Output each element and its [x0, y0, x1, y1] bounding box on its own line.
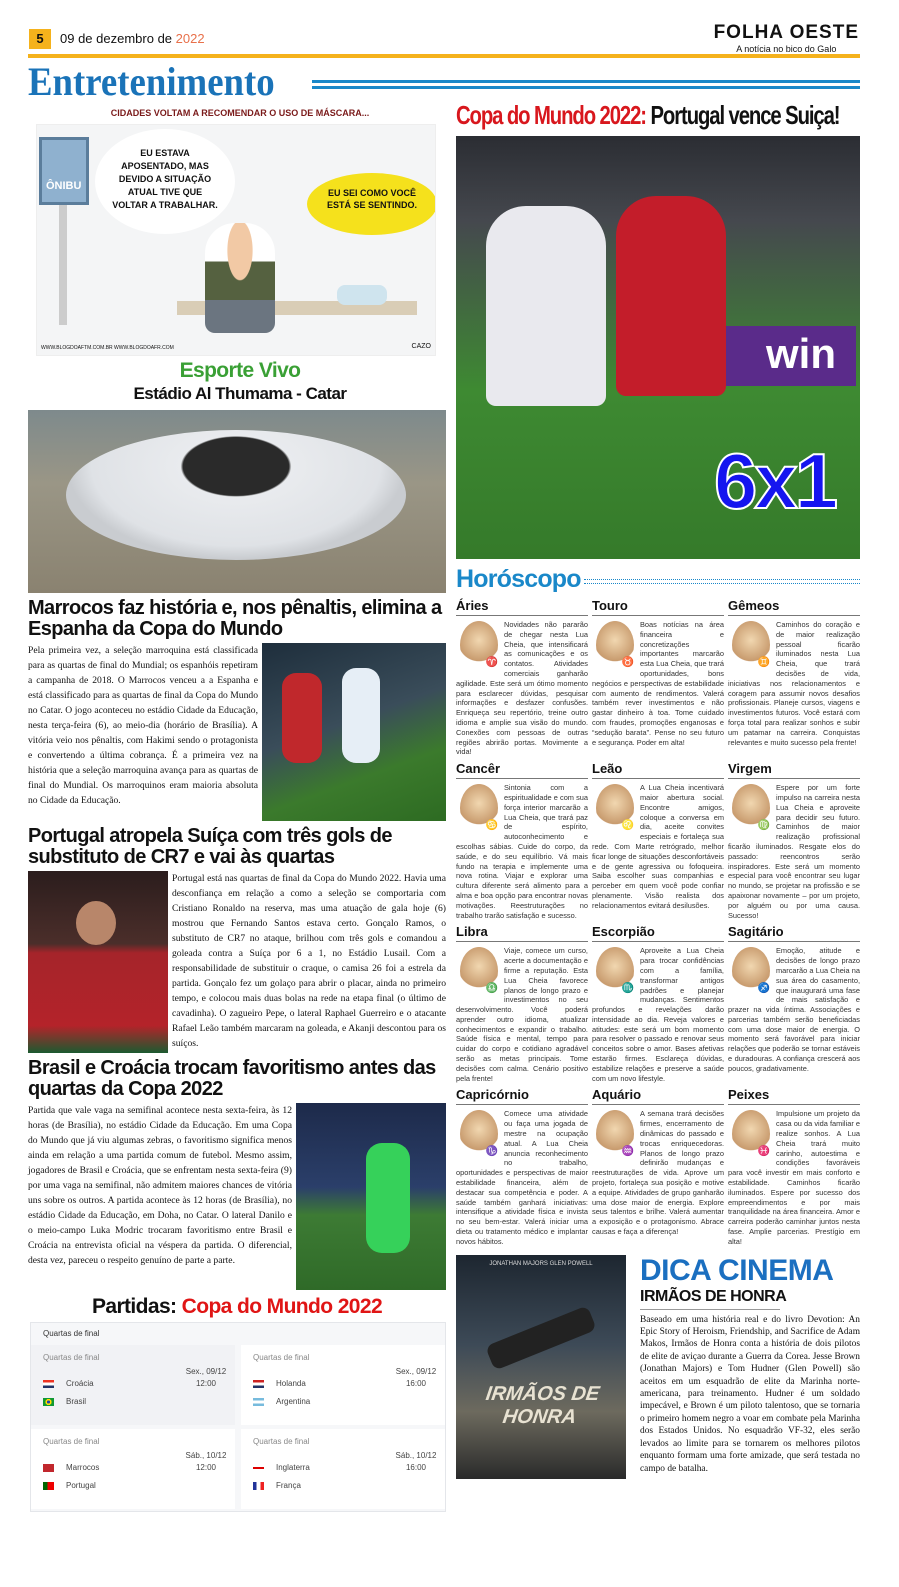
- sign-name: Touro: [592, 598, 724, 616]
- horoscope-sign: [592, 924, 724, 1083]
- match-time: 12:00: [195, 1379, 217, 1388]
- article-body: Portugal está nas quartas de final da Copa do Mundo 2022. Havia uma desconfiança em relação a como a seleção se comportaria com Cristiano Ronaldo na reserva, mas uma atuação de gala hoje (6) mostrou que Fernando Santos estava certo. Gonçalo Ramos, o substituto de CR7 no ataque, brilhou com três gols e comandou a goleada contra a Suíça por 6 a 1, no Estádio Lusail. Com a responsabilidade de substituir o craque, o camisa 26 foi a estrela da partida. Gonçalo fez um golaço para abrir o placar, ainda no primeiro tempo, e colocou mais duas bolas na rede na etapa final (o último de cavadinha). O zagueiro Pepe, o lateral Raphael Guerreiro e o atacante Rafael Leão também marcaram na goleada, e Akanji descontou para os suíços.: [172, 873, 446, 1049]
- cartoon-title: CIDADES VOLTAM A RECOMENDAR O USO DE MÁSCARA...: [110, 108, 370, 118]
- article-headline: Marrocos faz história e, nos pênaltis, elimina a Espanha da Copa do Mundo: [28, 597, 442, 640]
- cartoon-credits: WWW.BLOGDOAFTM.COM.BR WWW.BLOGDOAFR.COM: [41, 345, 174, 351]
- horoscope-rule: [584, 579, 860, 584]
- zodiac-icon: ♓: [732, 1110, 770, 1158]
- sign-text: A Lua Cheia incentivará maior abertura social. Encontre amigos, coloque a conversa em dia, aceite convites especiais e fortaleça sua rede. Com Marte retrógrado, melhor ficar longe de situações desconfortáveis e de gente agressiva ou fofoqueira. Saiba escolher suas companhias e perceber em quem você pode confiar plenamente. Visão realista dos relacionamentos evitará desilusões.: [592, 783, 724, 910]
- article-body: Pela primeira vez, a seleção marroquina está classificada para as quartas de final do Mundial; os espanhóis repetiram a campanha de 2018. O Marrocos venceu a a Espanha e está classificado para as quartas de final da Copa do Mundo no Catar. O jogo aconteceu no estádio Cidade da Educação, nesta terça-feira (6), ao meio-dia (horário de Brasília). A vitória veio nos pênaltis, com Hakimi sendo o protagonista e convertendo a última cobrança. É a primeira vez na história que a seleção marroquina avança para as quartas de final do Mundial. Os marroquinos eram maioria absoluta no Cidade da Educação.: [28, 645, 258, 806]
- horoscope-grid: [456, 598, 860, 1247]
- brand-slogan: A notícia no bico do Galo: [736, 44, 837, 54]
- partidas-title-b: Copa do Mundo 2022: [181, 1295, 383, 1318]
- section-title: Entretenimento: [28, 59, 275, 104]
- morocco-spain-photo: [262, 643, 446, 821]
- sign-text: Impulsione um projeto da casa ou da vida familiar e realize sonhos. A Lua Cheia trará muito carinho, autoestima e condições favoráveis para você investir em mais conforto e estabilidade. Caminhos ficarão iluminados. Espere por sucesso dos empreendimentos e por mais tranquilidade na área financeira. Amor e carreira poderão caminhar juntos nesta fase. Amplie parcerias. Prestígio em alta!: [728, 1109, 860, 1246]
- horoscope-sign: [456, 761, 588, 920]
- article-headline: Portugal atropela Suíça com três gols de substituto de CR7 e vai às quartas: [28, 825, 392, 868]
- sign-text: Boas notícias na área financeira e concretizações importantes marcarão esta Lua Cheia, que trará oportunidades, bons negócios e perspectivas de estabilidade com aumento de rendimentos. Valerá também rever investimentos e não gastar dinheiro à toa. Tome cuidado com fraudes, promoções enganosas e “sedução barata”. Pense no seu futuro e segurança. Poder em alta!: [592, 620, 724, 747]
- speech-bubble-mask: EU SEI COMO VOCÊ ESTÁ SE SENTINDO.: [307, 173, 436, 235]
- sign-text: Caminhos do coração e de maior realização pessoal ficarão iluminados nesta Lua Cheia, que trará decisões de vida, iniciativas nos relacionamentos e coragem para assumir novos desafios profissionais. Planeje cursos, viagens e investimentos futuros. Você estará com força total para realizar sonhos e subir um patamar na carreira. Conquistas relevantes e muito sucesso pela frente!: [728, 620, 860, 747]
- match-card[interactable]: [31, 1429, 235, 1509]
- sign-text: Emoção, atitude e decisões de longo prazo marcarão a Lua Cheia na sua área do casamento, que inaugurará uma fase de mais satisfação e prazer na vida íntima. Associações e parcerias também serão beneficiadas com uma dose maior de energia. O momento será favorável para iniciar relações que poderão se tornar estáveis e duradouras. A confiança crescerá aos poucos, gradativamente.: [728, 946, 860, 1073]
- portugal-player: [616, 196, 726, 396]
- flag-icon: [43, 1464, 54, 1472]
- flag-icon: [43, 1398, 54, 1406]
- date-text: 09 de dezembro de: [60, 31, 176, 46]
- copa-headline-b: Portugal vence Suiça!: [645, 100, 840, 130]
- zodiac-icon: ♋: [460, 784, 498, 832]
- speech-bubble: EU ESTAVA APOSENTADO, MAS DEVIDO A SITUAÇÃO ATUAL TIVE QUE VOLTAR A TRABALHAR.: [95, 129, 235, 234]
- match-card[interactable]: [241, 1345, 445, 1425]
- match-card[interactable]: [31, 1345, 235, 1425]
- team-name: Argentina: [276, 1397, 311, 1406]
- sign-text: Aproveite a Lua Cheia para trocar confidências com a família, transformar antigos padrões e planejar mudanças. Sentimentos profundos e revelações darão intensidade ao dia. Reveja valores e atitudes: este será um bom momento para resolver o passado e renovar seus conceitos sobre o amor. Bases afetivas estarão firmes. Esclareça dúvidas, estabilize relações e preserve a saúde com um novo lifestyle.: [592, 946, 724, 1083]
- poster-actors: JONATHAN MAJORS GLEN POWELL: [489, 1260, 593, 1267]
- copa-headline: [456, 100, 839, 131]
- esporte-kicker: Esporte Vivo: [179, 359, 301, 382]
- team-name: Inglaterra: [276, 1463, 310, 1472]
- croatia-photo: [296, 1103, 446, 1290]
- sign-text: Viaje, comece um curso, acerte a documentação e firme a reputação. Esta Lua Cheia favorece planos de longo prazo e investimentos no seu desenvolvimento. Você poderá aprender outro idioma, atualizar conhecimentos e expandir o trabalho. Saúde física e mental, tempo para cuidar do corpo e cotidiano agradável serão as metas principais. Tome decisões com calma. Cenário positivo pela frente!: [456, 946, 588, 1083]
- goncalo-ramos-photo: [28, 871, 168, 1053]
- sign-name: Libra: [456, 924, 588, 942]
- horoscope-sign: [456, 924, 588, 1083]
- match-date: Sáb., 10/12: [185, 1451, 227, 1460]
- right-column: [456, 598, 860, 1479]
- horoscope-sign: [592, 761, 724, 920]
- match-date: Sex., 09/12: [395, 1367, 437, 1376]
- horoscope-sign: [592, 598, 724, 757]
- match-stage: Quartas de final: [253, 1437, 310, 1446]
- esporte-title: Estádio Al Thumama - Catar: [133, 384, 347, 403]
- match-team-away: [253, 1397, 310, 1406]
- horoscope-sign: [728, 761, 860, 920]
- zodiac-icon: ♈: [460, 621, 498, 669]
- sign-name: Cancêr: [456, 761, 588, 779]
- brand-name: FOLHA OESTE: [713, 22, 859, 43]
- partidas-title-a: Partidas:: [91, 1295, 182, 1318]
- horoscope-sign: [728, 1087, 860, 1246]
- horoscope-sign: [728, 598, 860, 757]
- airplane-shape: [485, 1305, 597, 1370]
- horoscope-sign: [592, 1087, 724, 1246]
- section-rule: [312, 80, 860, 89]
- flag-icon: [253, 1398, 264, 1406]
- sign-name: Capricórnio: [456, 1087, 588, 1105]
- horoscope-sign: [456, 598, 588, 757]
- match-team-home: [253, 1463, 310, 1472]
- team-name: França: [276, 1481, 301, 1490]
- match-time: 12:00: [195, 1463, 217, 1472]
- zodiac-icon: ♎: [460, 947, 498, 995]
- sign-name: Leão: [592, 761, 724, 779]
- match-time: 16:00: [405, 1379, 427, 1388]
- sign-text: Espere por um forte impulso na carreira nesta Lua Cheia e aproveite para decidir seu futuro. Caminhos de maior realização profissional ficarão iluminados. Resgate elos do passado: reencontros serão inspiradores. Este será um momento especial para você encontrar seu lugar no mundo, se projetar na profissão e se apaixonar novamente – por um projeto, por alguém ou por uma causa. Sucesso!: [728, 783, 860, 920]
- flag-icon: [253, 1464, 264, 1472]
- team-name: Marrocos: [66, 1463, 100, 1472]
- match-time: 16:00: [405, 1463, 427, 1472]
- portugal-switzerland-photo: [456, 136, 860, 559]
- team-name: Croácia: [66, 1379, 94, 1388]
- player-head: [76, 901, 116, 945]
- score-overlay: 6x1: [714, 437, 836, 525]
- article: [28, 598, 446, 821]
- article: [28, 826, 446, 1053]
- article-body: Partida que vale vaga na semifinal acontece nesta sexta-feira, às 12 horas (de Brasília), no estádio Cidade da Educação. Em uma Copa do Mundo que já viu algumas zebras, o favoritismo significa menos ainda em relação a uma partida comum de futebol. Mesmo assim, jogadores de Brasil e Croácia, que se enfrentam nesta sexta-feira (9) por uma vaga na semifinal, não admitem maiores chances de vitória uns sobre os outros. A partida acontece às 12 horas (de Brasília), no estádio Cidade da Educação, em Doha, no Catar. O lateral Danilo e o meio-campo Luka Modric trocaram favoritismo entre Brasil e Croácia na entrevista oficial na véspera da partida. O diferencial, desta vez, pareceu o respeito genuíno de parte a parte.: [28, 1105, 292, 1266]
- match-team-home: [253, 1379, 306, 1388]
- old-man-figure: [205, 223, 275, 333]
- match-stage: Quartas de final: [43, 1353, 100, 1362]
- match-team-home: [43, 1379, 94, 1388]
- match-stage: Quartas de final: [43, 1437, 100, 1446]
- matches-table: [30, 1322, 446, 1512]
- match-card[interactable]: [241, 1429, 445, 1509]
- cinema-text: [640, 1255, 860, 1479]
- stadium-photo: [28, 410, 446, 593]
- sign-text: Sintonia com a espiritualidade e com sua força interior marcarão a Lua Cheia, que trará paz de espírito, autoconhecimento e escolhas sábias. Cuide do corpo, da saúde, e do seu equilíbrio. Vá mais fundo na terapia e implemente uma nova rotina. Viajar e explorar uma cultura diferente será alimento para a alma e boa opção para encontrar novas motivações. Reestruturações no trabalho trarão satisfação e sucesso.: [456, 783, 588, 920]
- zodiac-icon: ♍: [732, 784, 770, 832]
- page-number: 5: [29, 29, 51, 49]
- zodiac-icon: ♒: [596, 1110, 634, 1158]
- horoscope-sign: [456, 1087, 588, 1246]
- ad-board-text: win: [766, 330, 836, 377]
- matches-header: Quartas de final: [43, 1329, 100, 1338]
- cinema-title: IRMÃOS DE HONRA: [640, 1287, 787, 1305]
- flag-icon: [43, 1482, 54, 1490]
- spain-player: [342, 668, 380, 763]
- copa-headline-a: Copa do Mundo 2022:: [456, 100, 646, 130]
- match-team-home: [43, 1463, 99, 1472]
- match-stage: Quartas de final: [253, 1353, 310, 1362]
- stadium-structure: [66, 430, 406, 560]
- flag-icon: [43, 1380, 54, 1388]
- flag-icon: [253, 1380, 264, 1388]
- goalkeeper-figure: [366, 1143, 410, 1253]
- sign-text: A semana trará decisões firmes, encerramento de dinâmicas do passado e trocas enriquecedoras. Planos de longo prazo definirão mudanças e reestruturações de vida. Aprove um projeto, fortaleça sua posição e motive a equipe. Atividades de grupo ganharão uma dose maior de energia. Explore seus talentos e brilhe. Valerá aumentar a exposição e o protagonismo. Abrace causas e faça a diferença!: [592, 1109, 724, 1237]
- poster-title: IRMÃOS DE HONRA: [484, 1382, 601, 1428]
- match-date: Sex., 09/12: [185, 1367, 227, 1376]
- partidas-title: [28, 1295, 446, 1319]
- cartoon-image: [36, 124, 436, 356]
- cinema-rule: [640, 1309, 780, 1310]
- sign-text: Novidades não pararão de chegar nesta Lua Cheia, que intensificará as comunicações e os contatos. Atividades comerciais ganharão agilidade. Este será um ótimo momento para esclarecer dúvidas, pesquisar informações e desfazer confusões. Enriqueça seu repertório, treine outro idioma e amplie sua visão do mundo. Conexões com pessoas de outras regiões abrirão portas. Movimente a vida!: [456, 620, 588, 757]
- bus-sign: [39, 137, 89, 205]
- sign-name: Aquário: [592, 1087, 724, 1105]
- sign-name: Áries: [456, 598, 588, 616]
- article-headline: Brasil e Croácia trocam favoritismo antes das quartas da Copa 2022: [28, 1057, 436, 1100]
- movie-poster: [456, 1255, 626, 1479]
- sign-name: Virgem: [728, 761, 860, 779]
- zodiac-icon: ♊: [732, 621, 770, 669]
- sign-name: Escorpião: [592, 924, 724, 942]
- horoscope-sign: [728, 924, 860, 1083]
- mask: [337, 285, 387, 305]
- team-name: Brasil: [66, 1397, 87, 1406]
- cinema-section: [456, 1255, 860, 1479]
- zodiac-icon: ♌: [596, 784, 634, 832]
- team-name: Holanda: [276, 1379, 306, 1388]
- zodiac-icon: ♉: [596, 621, 634, 669]
- bus-sign-text: ÔNIBU: [46, 180, 82, 192]
- zodiac-icon: ♏: [596, 947, 634, 995]
- date-year: 2022: [175, 31, 205, 46]
- left-column: [28, 598, 446, 1512]
- sign-name: Sagitário: [728, 924, 860, 942]
- sign-text: Comece uma atividade ou faça uma jogada de mestre na ocupação atual. A Lua Cheia anuncia reconhecimento no trabalho, oportunidades e perspectivas de maior estabilidade financeira, além de destacar sua competência e poder. A saúde também ganhará iniciativas: intensifique a atividade física e invista no seu bem-estar. Valerá iniciar uma dieta ou tratamento médico e implantar novos hábitos.: [456, 1109, 588, 1246]
- zodiac-icon: ♐: [732, 947, 770, 995]
- issue-date: [60, 31, 205, 46]
- cinema-body: Baseado em uma história real e do livro Devotion: An Epic Story of Heroism, Friendship, and Sacrifice de Adam Makos, Irmãos de Honra conta a história de dois pilotos de elite de aviçao durante a Guerra da Corea. Jesse Brown (Jonathan Majors) e Tom Hudner (Glen Powell) são aceitos em um esquadrão de elite da Marinha norte-americana, para treinamento. Hudner é um soldado impecável, e Brown é um piloto talentoso, que se tornaria o primeiro homem negro a voar em combate pela Marinha dos Estados Unidos. No esquadrão VF-32, eles serão levados ao limite para se tornarem os melhores pilotos enquanto formam uma forte amizade, que será testada no campo de batalha.: [640, 1314, 860, 1474]
- cartoon-signature: CAZO: [411, 343, 431, 350]
- zodiac-icon: ♑: [460, 1110, 498, 1158]
- team-name: Portugal: [66, 1481, 96, 1490]
- match-team-away: [253, 1481, 301, 1490]
- cinema-kicker: DICA CINEMA: [640, 1253, 834, 1287]
- sign-pole: [59, 205, 67, 325]
- masthead: [714, 22, 859, 54]
- morocco-player: [282, 673, 322, 763]
- flag-icon: [253, 1482, 264, 1490]
- swiss-player: [486, 206, 606, 406]
- sign-name: Gêmeos: [728, 598, 860, 616]
- match-team-away: [43, 1397, 86, 1406]
- match-team-away: [43, 1481, 96, 1490]
- sign-name: Peixes: [728, 1087, 860, 1105]
- article: [28, 1058, 446, 1290]
- horoscope-title: Horóscopo: [456, 565, 581, 593]
- match-date: Sáb., 10/12: [395, 1451, 437, 1460]
